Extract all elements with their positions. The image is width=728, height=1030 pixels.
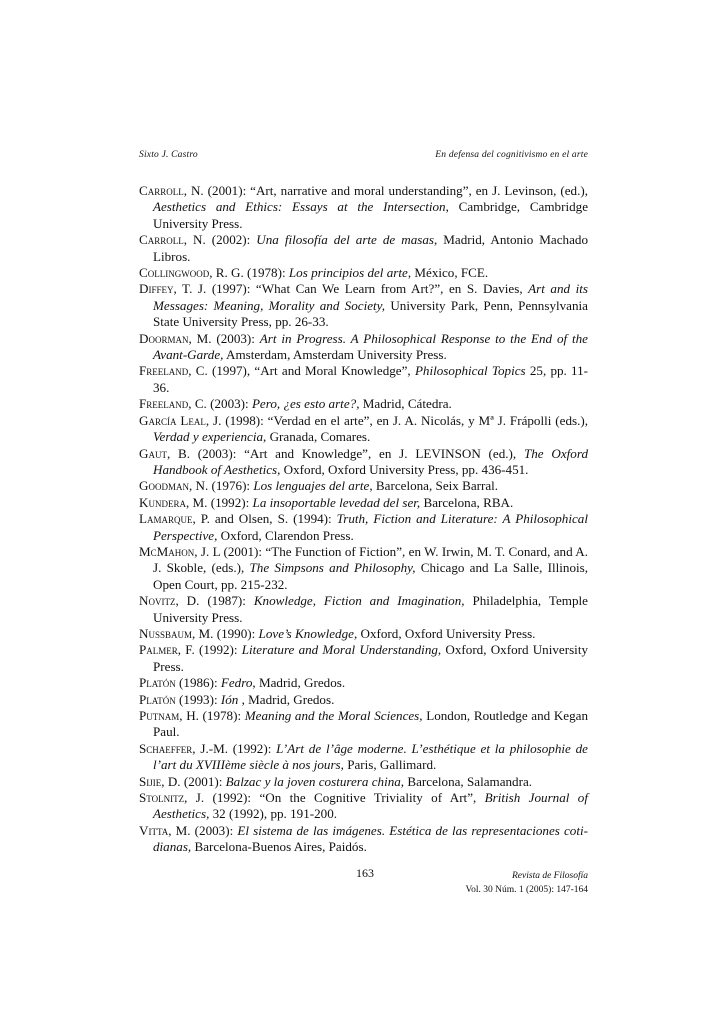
reference-title: Verdad y experiencia bbox=[153, 429, 264, 445]
reference-publisher: , Madrid, Gredos. bbox=[252, 675, 346, 691]
reference-entry bbox=[139, 675, 588, 691]
reference-author: Platón bbox=[139, 691, 176, 707]
reference-author: Palmer bbox=[139, 642, 178, 658]
reference-details: , B. (2003): “Art and Knowledge”, en J. LEVINSON (ed.), bbox=[166, 445, 524, 461]
reference-author: Goodman bbox=[139, 478, 189, 494]
reference-entry bbox=[139, 511, 588, 544]
reference-publisher: , Madrid, Cátedra. bbox=[356, 396, 452, 412]
reference-publisher: , México, FCE. bbox=[407, 265, 489, 281]
reference-publisher: Chicago and La Salle, Illinois, Open Court, pp. 215-232. bbox=[153, 560, 588, 592]
page-number: 163 bbox=[356, 866, 374, 880]
reference-title: Una filosofía del arte de masas bbox=[256, 232, 434, 248]
reference-details: , M. (1992): bbox=[185, 494, 253, 510]
reference-entry bbox=[139, 232, 588, 265]
reference-author: Vitta bbox=[139, 822, 169, 838]
reference-details: , M. (2003): bbox=[168, 822, 238, 838]
reference-author: Doorman bbox=[139, 330, 189, 346]
reference-details: , J. (1992): “On the Cognitive Triviality of Art”, bbox=[184, 790, 485, 806]
reference-publisher: Oxford, Oxford University Press, pp. 436-451. bbox=[280, 461, 529, 477]
reference-title: Meaning and the Moral Sciences, bbox=[244, 708, 423, 723]
reference-publisher: Barcelona, Seix Barral. bbox=[372, 478, 499, 494]
reference-publisher: Paris, Gallimard. bbox=[343, 757, 437, 773]
reference-author: Carroll bbox=[139, 183, 184, 198]
reference-author: Novitz bbox=[139, 593, 176, 609]
reference-title: Knowledge, Fiction and Imagination, bbox=[253, 593, 465, 609]
reference-entry bbox=[139, 642, 588, 675]
reference-publisher: Cambridge, Cambridge University Press. bbox=[153, 199, 589, 231]
reference-title: Fedro bbox=[220, 675, 253, 691]
reference-details: , N. (1976): bbox=[188, 478, 254, 494]
reference-publisher: 32 (1992), pp. 191-200. bbox=[209, 806, 338, 822]
reference-publisher: Oxford, Oxford University Press. bbox=[153, 642, 589, 674]
reference-author: Carroll bbox=[139, 232, 184, 248]
reference-entry bbox=[139, 823, 588, 856]
reference-publisher: 25, pp. 11-36. bbox=[153, 363, 588, 395]
reference-author: McMahon bbox=[139, 543, 195, 559]
reference-publisher: Oxford, Clarendon Press. bbox=[217, 527, 354, 543]
reference-list bbox=[139, 183, 588, 856]
reference-title: Pero, ¿es esto arte? bbox=[251, 396, 357, 412]
reference-publisher: Oxford, Oxford University Press. bbox=[357, 625, 536, 641]
reference-publisher: London, Routledge and Kegan Paul. bbox=[153, 708, 589, 740]
reference-details: , F. (1992): bbox=[177, 642, 242, 658]
reference-details: , D. (2001): bbox=[161, 773, 226, 789]
reference-author: Nussbaum bbox=[139, 625, 192, 641]
reference-title: Truth, Fiction and Literature: A Philosophical Perspective, bbox=[153, 511, 588, 543]
reference-title: Ión bbox=[220, 691, 239, 707]
reference-publisher: Barcelona, Salamandra. bbox=[404, 773, 533, 789]
reference-author: Kundera bbox=[139, 494, 186, 510]
reference-publisher: Barcelona-Buenos Aires, Paidós. bbox=[191, 839, 367, 855]
reference-title: Balzac y la joven costurera china, bbox=[225, 773, 405, 789]
reference-publisher: Barcelona, RBA. bbox=[420, 494, 514, 510]
reference-details: , J.-M. (1992): bbox=[192, 740, 277, 756]
reference-details: , C. (1997), “Art and Moral Knowledge”, bbox=[188, 363, 415, 379]
reference-title: Art in Progress. A Philosophical Response to the End of the Avant-Garde, bbox=[153, 330, 588, 363]
reference-author: Freeland bbox=[139, 363, 189, 379]
reference-details: , T. J. (1997): “What Can We Learn from Art?”, en S. Davies, bbox=[173, 281, 529, 297]
reference-entry bbox=[139, 495, 588, 511]
reference-author: Sijie bbox=[139, 773, 162, 789]
reference-title: La insoportable levedad del ser, bbox=[252, 494, 421, 510]
reference-details: , P. and Olsen, S. (1994): bbox=[192, 511, 337, 527]
reference-author: Freeland bbox=[139, 396, 189, 412]
reference-entry bbox=[139, 183, 588, 232]
reference-title: Love’s Knowledge, bbox=[258, 625, 358, 641]
reference-entry bbox=[139, 396, 588, 412]
reference-entry bbox=[139, 265, 588, 281]
reference-entry bbox=[139, 281, 588, 330]
reference-entry bbox=[139, 544, 588, 593]
reference-author: Schaeffer bbox=[139, 740, 193, 756]
reference-title: Art and its Messages: Meaning, Morality and Society, bbox=[153, 281, 588, 313]
reference-entry bbox=[139, 478, 588, 494]
reference-details: , R. G. (1978): bbox=[209, 265, 289, 281]
reference-entry bbox=[139, 741, 588, 774]
reference-publisher: , Granada, Comares. bbox=[263, 429, 371, 445]
reference-details: , J. L (2001): “The Function of Fiction”, en W. Irwin, M. T. Conard, and A. J. Skoble, (eds.), bbox=[153, 543, 588, 576]
reference-author: Diffey bbox=[139, 281, 174, 297]
reference-title: Literature and Moral Understanding, bbox=[241, 642, 442, 658]
reference-entry bbox=[139, 593, 588, 626]
reference-details: (1993): bbox=[175, 691, 221, 707]
reference-entry bbox=[139, 446, 588, 479]
reference-details: , D. (1987): bbox=[175, 593, 254, 609]
reference-title: El sistema de las imágenes. Estética de las representaciones coti-dianas, bbox=[153, 822, 588, 855]
reference-entry bbox=[139, 626, 588, 642]
reference-title: L’Art de l’âge moderne. L’esthétique et la philosophie de l’art du XVIIIème siècle à nos jours, bbox=[153, 740, 588, 773]
reference-publisher: , Madrid, Antonio Machado Libros. bbox=[153, 232, 589, 264]
journal-issue: Vol. 30 Núm. 1 (2005): 147-164 bbox=[465, 885, 588, 895]
reference-author: Lamarque bbox=[139, 511, 193, 527]
reference-title: Philosophical Topics bbox=[414, 363, 526, 379]
journal-name: Revista de Filosofía bbox=[512, 871, 588, 881]
reference-author: García Leal bbox=[139, 412, 206, 428]
running-head-title: En defensa del cognitivismo en el arte bbox=[435, 150, 588, 160]
reference-publisher: University Park, Penn, Pennsylvania State University Press, pp. 26-33. bbox=[153, 297, 588, 330]
reference-author: Stolnitz bbox=[139, 790, 185, 806]
reference-details: , N. (2001): “Art, narrative and moral understanding”, en J. Levinson, (ed.), bbox=[183, 183, 588, 198]
reference-publisher: , Madrid, Gredos. bbox=[238, 691, 335, 707]
reference-entry bbox=[139, 708, 588, 741]
reference-entry bbox=[139, 774, 588, 790]
reference-details: , J. (1998): “Verdad en el arte”, en J. A. Nicolás, y Mª J. Frápolli (eds.), bbox=[205, 412, 588, 428]
reference-title: The Oxford Handbook of Aesthetics, bbox=[153, 445, 588, 477]
reference-publisher: Philadelphia, Temple University Press. bbox=[153, 593, 588, 625]
reference-entry bbox=[139, 331, 588, 364]
reference-author: Gaut bbox=[139, 445, 167, 461]
reference-details: , M. (1990): bbox=[191, 625, 259, 641]
reference-entry bbox=[139, 790, 588, 823]
reference-entry bbox=[139, 692, 588, 708]
reference-details: , H. (1978): bbox=[179, 708, 245, 723]
reference-title: British Journal of Aesthetics, bbox=[153, 790, 588, 822]
reference-details: , M. (2003): bbox=[188, 330, 260, 346]
reference-title: Los lenguajes del arte, bbox=[253, 478, 373, 494]
reference-publisher: Amsterdam, Amsterdam University Press. bbox=[223, 347, 447, 363]
reference-details: , N. (2002): bbox=[183, 232, 257, 248]
reference-title: Aesthetics and Ethics: Essays at the Intersection, bbox=[153, 199, 449, 215]
reference-author: Platón bbox=[139, 675, 176, 691]
reference-details: (1986): bbox=[175, 675, 221, 691]
journal-citation bbox=[465, 869, 588, 897]
reference-details: , C. (2003): bbox=[188, 396, 252, 412]
reference-title: The Simpsons and Philosophy, bbox=[249, 560, 416, 576]
running-head bbox=[139, 150, 588, 160]
reference-title: Los principios del arte bbox=[288, 265, 408, 281]
reference-entry bbox=[139, 363, 588, 396]
reference-author: Collingwood bbox=[139, 265, 210, 281]
running-head-author: Sixto J. Castro bbox=[139, 150, 198, 160]
reference-entry bbox=[139, 413, 588, 446]
reference-author: Putnam bbox=[139, 708, 180, 723]
